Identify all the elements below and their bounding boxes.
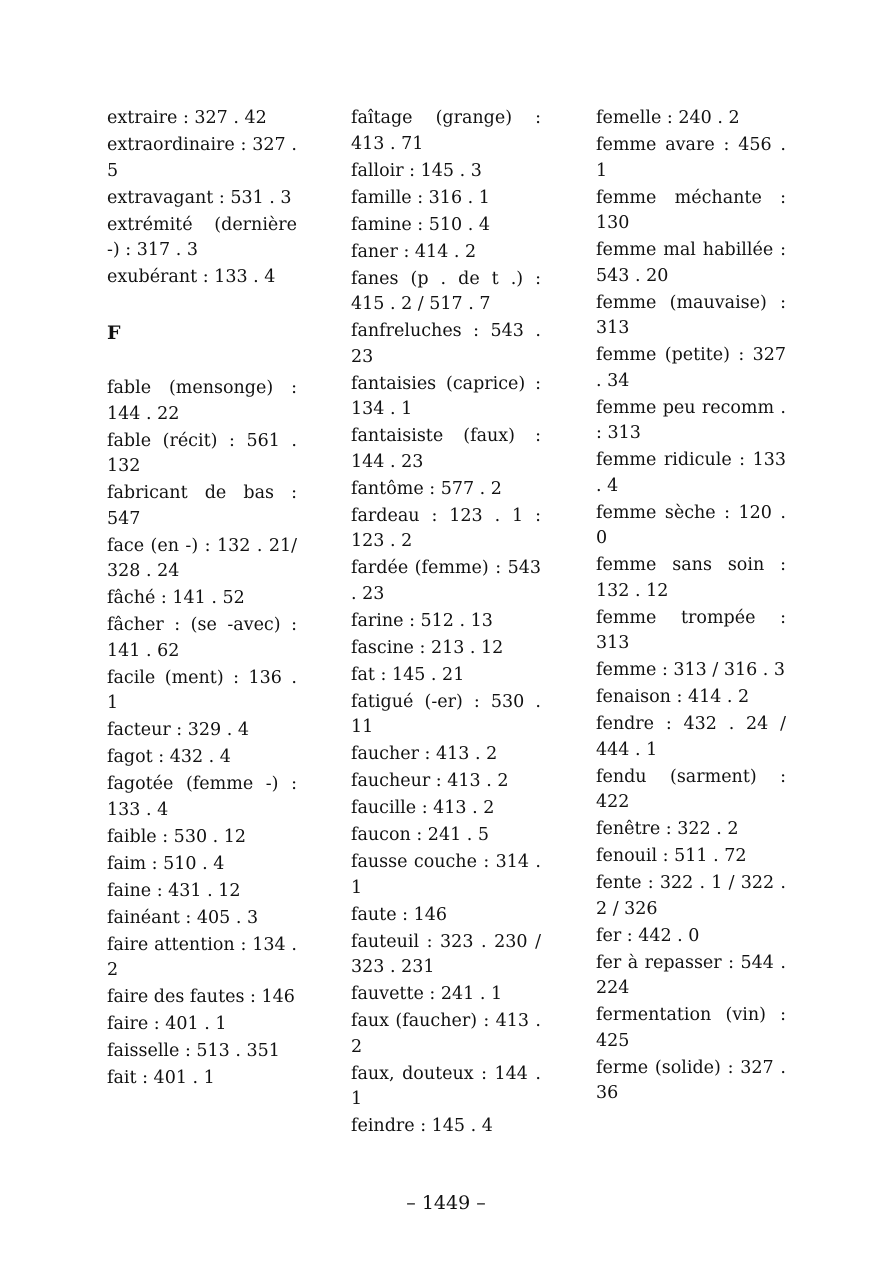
index-entry: feindre : 145 . 4: [351, 1116, 493, 1136]
index-entry: exubérant : 133 . 4: [107, 267, 276, 287]
index-entry: extravagant : 531 . 3: [107, 187, 292, 208]
index-entry: fabricant de bas : 547: [107, 483, 297, 529]
index-entry: farine : 512 . 13: [351, 610, 493, 631]
index-entry: femme méchante : 130: [596, 187, 786, 233]
index-entry: fausse couche : 314 . 1: [351, 852, 541, 898]
index-entry: ferme (solide) : 327 . 36: [596, 1057, 786, 1103]
index-entry: fanfreluches : 543 . 23: [351, 321, 541, 367]
index-entry: fer : 442 . 0: [596, 925, 700, 946]
index-entry: femelle : 240 . 2: [596, 108, 740, 128]
index-entry: faute : 146: [351, 904, 447, 925]
index-entry: faucon : 241 . 5: [351, 825, 490, 845]
index-entry: fable (récit) : 561 . 132: [107, 430, 297, 476]
index-entry: faire : 401 . 1: [107, 1014, 227, 1034]
section-letter-heading: F: [107, 322, 121, 344]
index-entry: fenouil : 511 . 72: [596, 846, 747, 866]
index-entry: femme (petite) : 327 . 34: [596, 345, 786, 391]
index-column-2: [351, 106, 541, 1141]
index-entry: faux (faucher) : 413 . 2: [351, 1011, 541, 1057]
index-entry: fable (mensonge) : 144 . 22: [107, 378, 297, 424]
index-entry: faucille : 413 . 2: [351, 798, 495, 818]
index-entry: femme sèche : 120 . 0: [596, 502, 786, 548]
index-entry: fanes (p . de t .) : 415 . 2 / 517 . 7: [351, 268, 541, 314]
index-entry: faim : 510 . 4: [107, 853, 225, 874]
index-entry: femme avare : 456 . 1: [596, 135, 786, 181]
index-entry: fardeau : 123 . 1 : 123 . 2: [351, 505, 541, 551]
index-entry: facteur : 329 . 4: [107, 720, 249, 740]
index-entry: famille : 316 . 1: [351, 187, 490, 208]
section-spacer: [107, 292, 297, 320]
index-entry: faine : 431 . 12: [107, 880, 241, 901]
index-column-1: [107, 106, 297, 1093]
index-entry: fardée (femme) : 543 . 23: [351, 558, 541, 604]
index-entry: fagot : 432 . 4: [107, 747, 231, 767]
index-entry: faible : 530 . 12: [107, 826, 247, 847]
index-entry: faire des fautes : 146: [107, 987, 295, 1007]
index-entry: fainéant : 405 . 3: [107, 907, 259, 928]
index-entry: femme mal habillée : 543 . 20: [596, 240, 786, 286]
index-entry: fâcher : (se -avec) : 141 . 62: [107, 615, 297, 661]
index-entry: fait : 401 . 1: [107, 1068, 215, 1088]
index-entry: faux, douteux : 144 . 1: [351, 1063, 541, 1109]
index-entry: fagotée (femme -) : 133 . 4: [107, 774, 297, 820]
index-entry: facile (ment) : 136 . 1: [107, 667, 297, 713]
index-entry: fendre : 432 . 24 / 444 . 1: [596, 714, 786, 760]
index-entry: face (en -) : 132 . 21/ 328 . 24: [107, 535, 297, 581]
index-entry: fauvette : 241 . 1: [351, 984, 503, 1004]
index-entry: fantaisiste (faux) : 144 . 23: [351, 426, 541, 472]
index-entry: fâché : 141 . 52: [107, 588, 245, 608]
index-entry: faucheur : 413 . 2: [351, 771, 509, 791]
index-entry: fenêtre : 322 . 2: [596, 819, 739, 839]
index-entry: femme : 313 / 316 . 3: [596, 660, 786, 680]
index-entry: faner : 414 . 2: [351, 241, 477, 262]
page-number: – 1449 –: [406, 1192, 486, 1214]
index-entry: femme trompée : 313: [596, 607, 786, 653]
index-entry: fente : 322 . 1 / 322 . 2 / 326: [596, 873, 786, 919]
index-entry: fat : 145 . 21: [351, 664, 465, 685]
index-entry: femme peu recomm . : 313: [596, 397, 786, 443]
index-entry: fascine : 213 . 12: [351, 637, 504, 658]
index-entry: extrémité (dernière -) : 317 . 3: [107, 214, 297, 260]
index-entry: famine : 510 . 4: [351, 214, 490, 235]
index-entry: falloir : 145 . 3: [351, 160, 482, 181]
index-entry: fendu (sarment) : 422: [596, 766, 786, 812]
index-entry: extraordinaire : 327 . 5: [107, 135, 297, 181]
index-entry: faîtage (grange) : 413 . 71: [351, 108, 541, 154]
index-entry: faisselle : 513 . 351: [107, 1041, 280, 1061]
index-entry: femme (mauvaise) : 313: [596, 292, 786, 338]
index-entry: femme sans soin : 132 . 12: [596, 555, 786, 601]
index-entry: fermentation (vin) : 425: [596, 1005, 786, 1051]
index-entry: fer à repasser : 544 . 224: [596, 952, 786, 998]
index-entry: femme ridicule : 133 . 4: [596, 450, 786, 496]
index-columns: [107, 106, 787, 1166]
index-entry: extraire : 327 . 42: [107, 108, 267, 128]
index-entry: faucher : 413 . 2: [351, 744, 498, 764]
index-entry: fantôme : 577 . 2: [351, 478, 502, 499]
index-entry: fenaison : 414 . 2: [596, 687, 750, 707]
index-entry: fauteuil : 323 . 230 / 323 . 231: [351, 931, 541, 977]
index-entry: fantaisies (caprice) : 134 . 1: [351, 373, 541, 419]
index-entry: faire attention : 134 . 2: [107, 934, 297, 980]
index-column-3: [596, 106, 786, 1108]
index-entry: fatigué (-er) : 530 . 11: [351, 691, 541, 737]
